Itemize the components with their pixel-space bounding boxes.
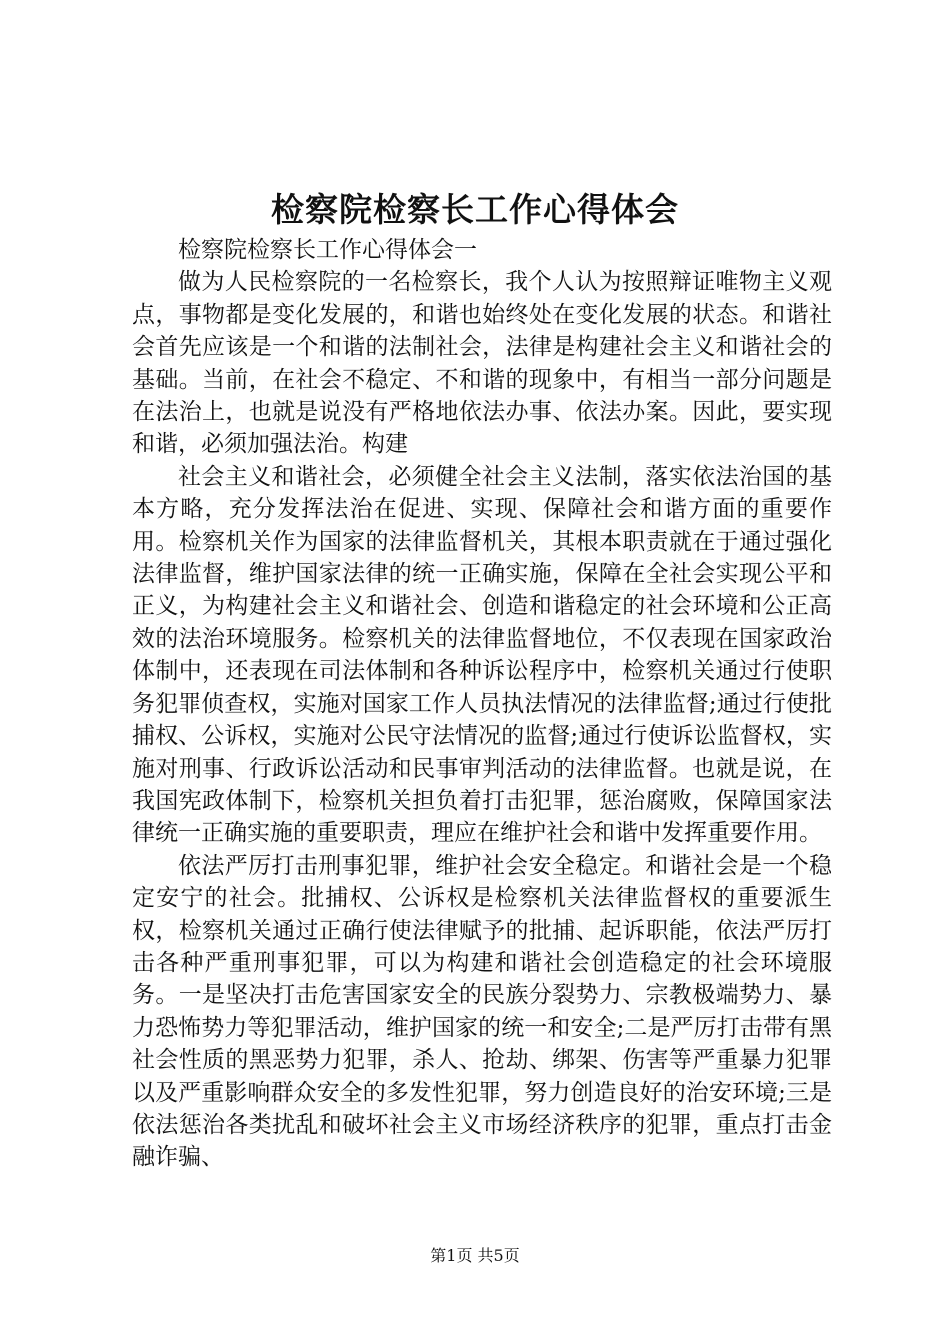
paragraph-subtitle: 检察院检察长工作心得体会一: [178, 237, 477, 263]
paragraph-3: 依法严厉打击刑事犯罪，维护社会安全稳定。和谐社会是一个稳定安宁的社会。批捕权、公诉权是检察机关法律监督权的重要派生权，检察机关通过正确行使法律赋予的批捕、起诉职能，依法严厉打击各种严重刑事犯罪，可以为构建和谐社会创造稳定的社会环境服务。一是坚决打击危害国家安全的民族分裂势力、宗教极端势力、暴力恐怖势力等犯罪活动，维护国家的统一和安全;二是严厉打击带有黑社会性质的黑恶势力犯罪，杀人、抢劫、绑架、伤害等严重暴力犯罪以及严重影响群众安全的多发性犯罪，努力创造良好的治安环境;三是依法惩治各类扰乱和破坏社会主义市场经济秩序的犯罪，重点打击金融诈骗、: [132, 852, 832, 1171]
document-body: [132, 234, 832, 1174]
document-title: 检察院检察长工作心得体会: [271, 190, 679, 229]
paragraph-2: 社会主义和谐社会，必须健全社会主义法制，落实依法治国的基本方略，充分发挥法治在促进、实现、保障社会和谐方面的重要作用。检察机关作为国家的法律监督机关，其根本职责就在于通过强化法律监督，维护国家法律的统一正确实施，保障在全社会实现公平和正义，为构建社会主义和谐社会、创造和谐稳定的社会环境和公正高效的法治环境服务。检察机关的法律监督地位，不仅表现在国家政治体制中，还表现在司法体制和各种诉讼程序中，检察机关通过行使职务犯罪侦查权，实施对国家工作人员执法情况的法律监督;通过行使批捕权、公诉权，实施对公民守法情况的监督;通过行使诉讼监督权，实施对刑事、行政诉讼活动和民事审判活动的法律监督。也就是说，在我国宪政体制下，检察机关担负着打击犯罪，惩治腐败，保障国家法律统一正确实施的重要职责，理应在维护社会和谐中发挥重要作用。: [132, 463, 832, 847]
paragraph-1: 做为人民检察院的一名检察长，我个人认为按照辩证唯物主义观点，事物都是变化发展的，和谐也始终处在变化发展的状态。和谐社会首先应该是一个和谐的法制社会，法律是构建社会主义和谐社会的基础。当前，在社会不稳定、不和谐的现象中，有相当一部分问题是在法治上，也就是说没有严格地依法办事、依法办案。因此，要实现和谐，必须加强法治。构建: [132, 269, 832, 458]
page-footer: 第1页 共5页: [430, 1246, 520, 1265]
